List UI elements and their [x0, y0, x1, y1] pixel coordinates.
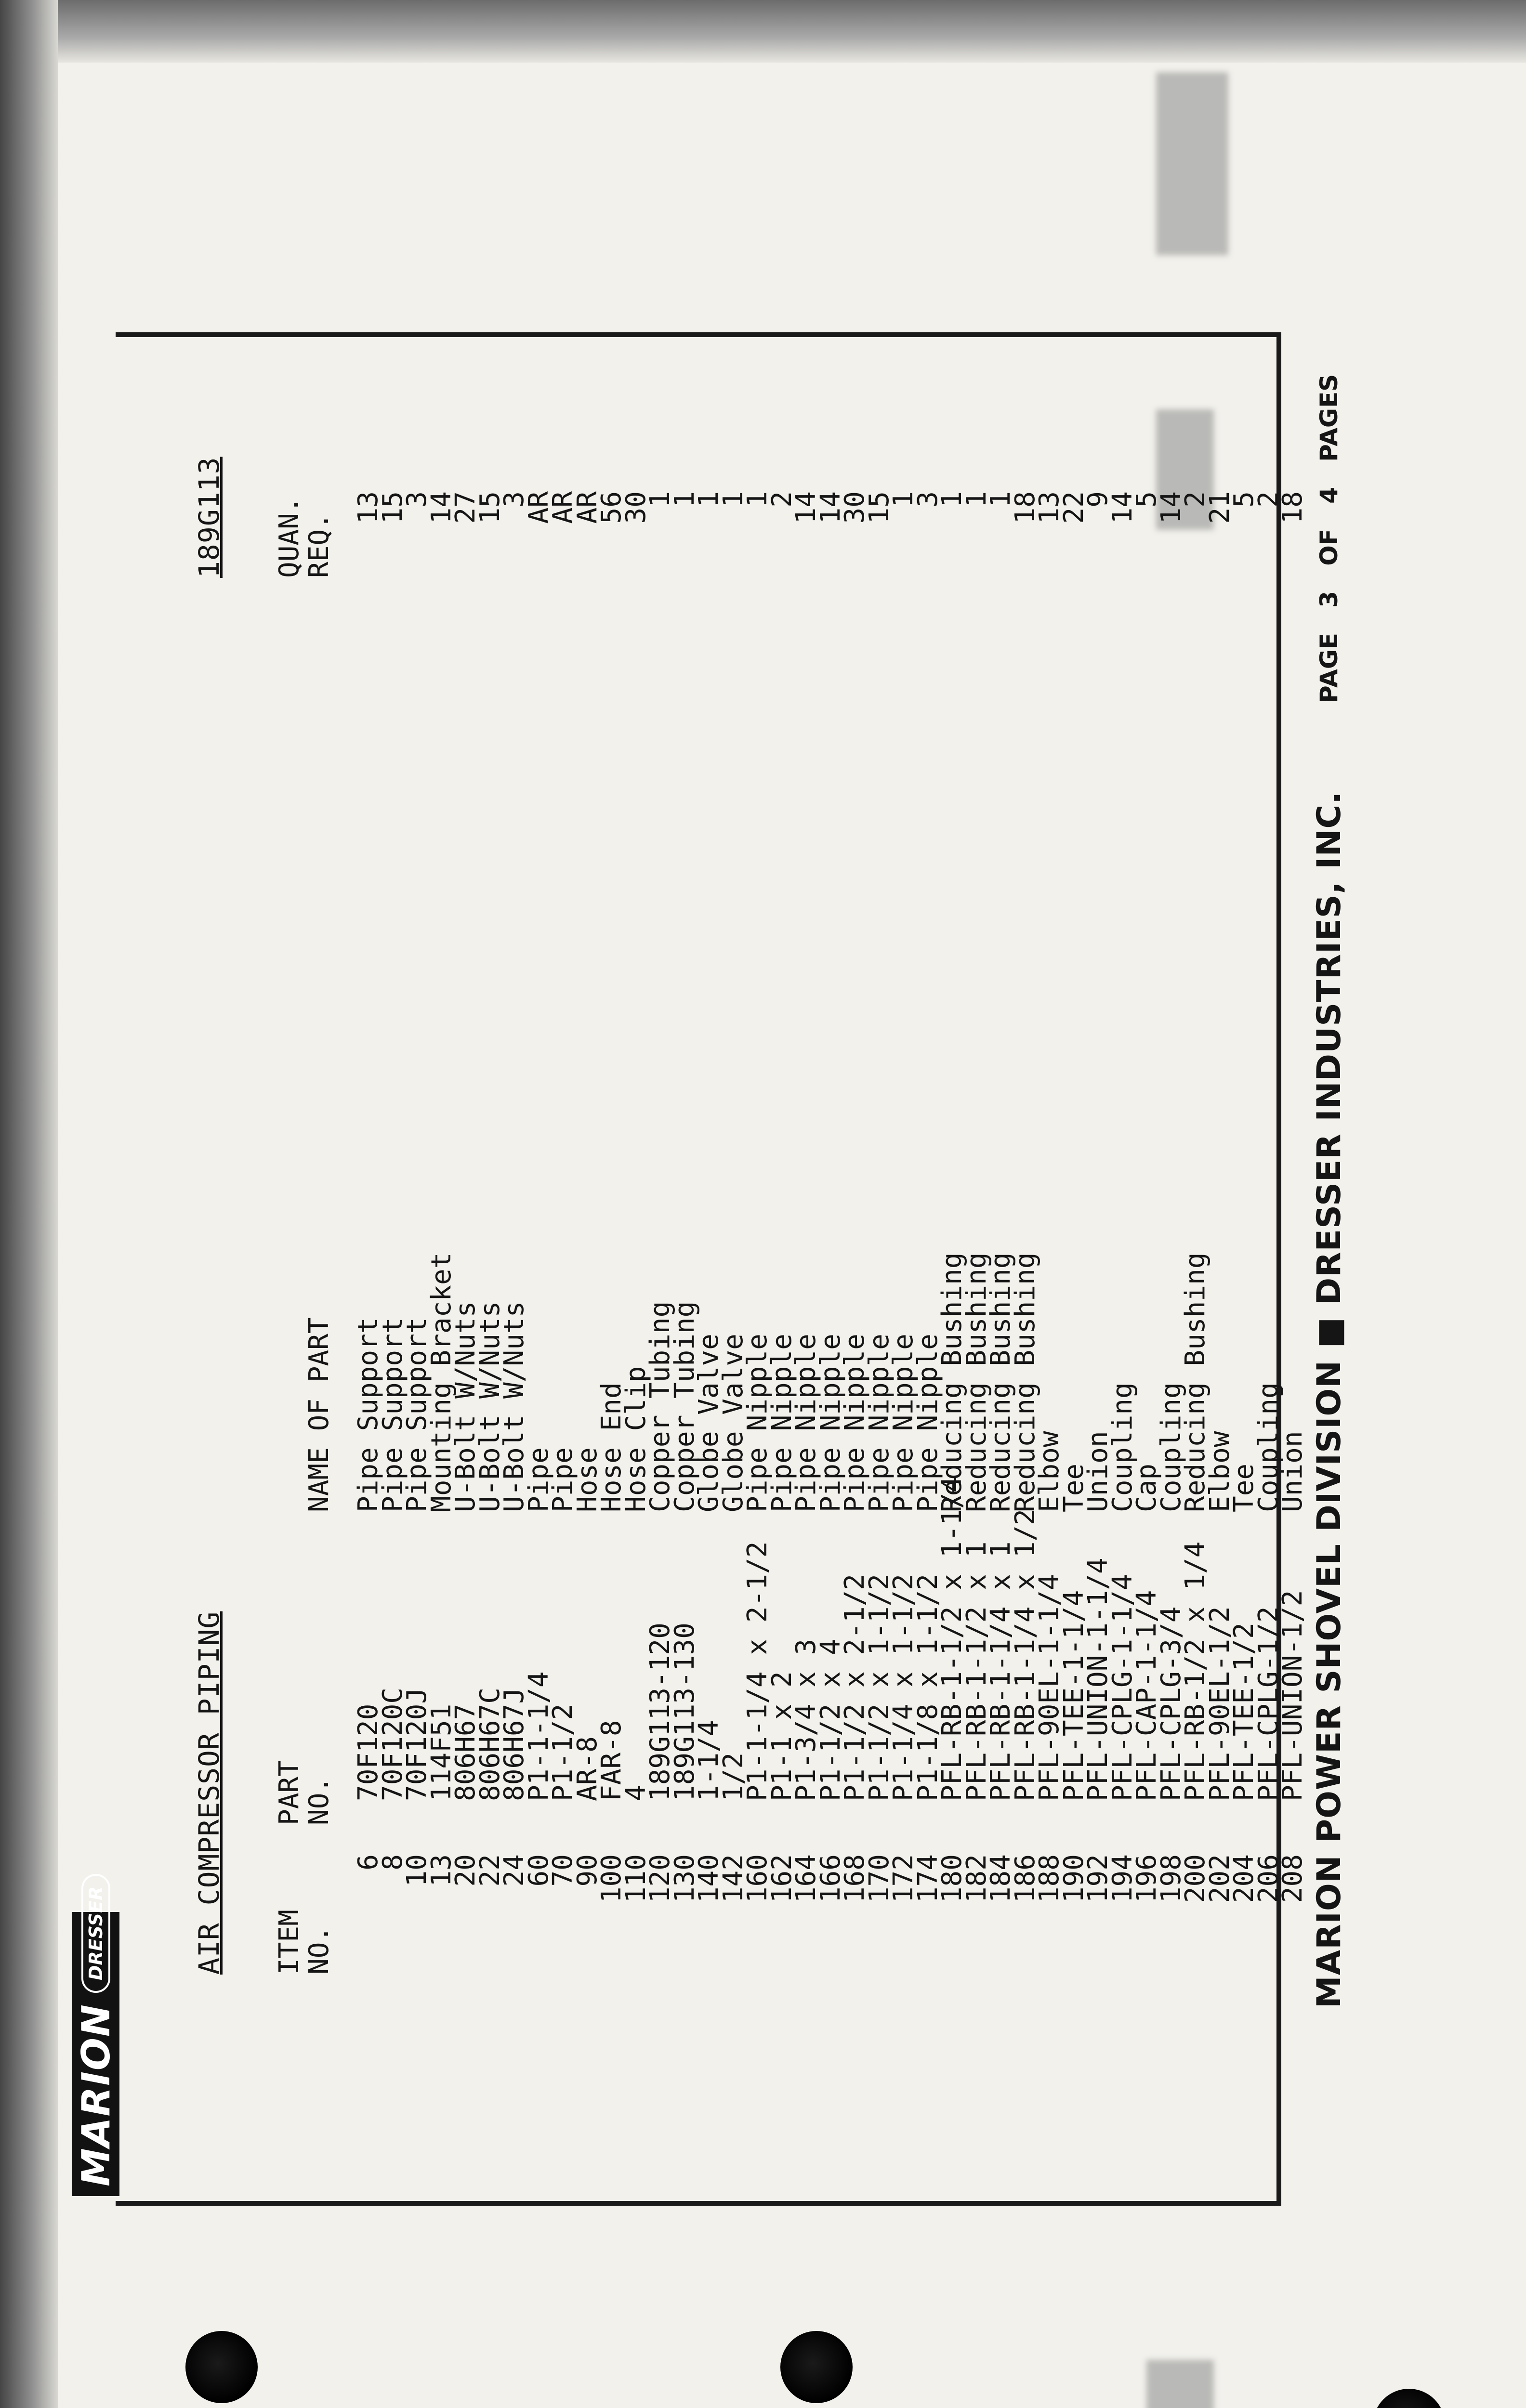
part-name-cell: Pipe Support: [401, 1317, 433, 1512]
part-number-cell: PFL-RB-1/2 x 1/4: [1180, 1541, 1211, 1801]
quantity-cell: 1: [960, 491, 992, 508]
part-name-cell: Cap: [1131, 1463, 1162, 1512]
item-number-cell: 198: [1155, 1854, 1187, 1903]
page-number: 3: [1315, 591, 1343, 608]
item-number-cell: 130: [669, 1854, 700, 1903]
item-number-cell: 208: [1277, 1854, 1308, 1903]
quantity-column: [353, 491, 1308, 549]
item-number-cell: 196: [1131, 1854, 1162, 1903]
part-name-cell: Pipe Support: [353, 1317, 384, 1512]
part-name-cell: Hose Clip: [620, 1366, 652, 1512]
part-name-cell: Elbow: [1204, 1431, 1236, 1512]
part-number-cell: P1-1/2: [547, 1703, 579, 1801]
quantity-cell: 1: [717, 491, 749, 508]
item-number-cell: 142: [717, 1854, 749, 1903]
item-number-cell: 22: [474, 1854, 506, 1887]
part-number-cell: P1-1 x 2: [766, 1671, 798, 1801]
part-number-cell: PFL-RB-1-1/4 x 1: [985, 1541, 1016, 1801]
punch-hole: [1373, 2389, 1445, 2408]
quantity-cell: 1: [693, 491, 724, 508]
part-name-cell: Coupling: [1252, 1382, 1284, 1512]
part-name-cell: Pipe Nipple: [912, 1334, 944, 1512]
part-number-cell: 114F51: [425, 1703, 457, 1801]
quantity-cell: 1: [888, 491, 919, 508]
item-number-cell: 186: [1009, 1854, 1041, 1903]
item-number-cell: 6: [353, 1854, 384, 1871]
part-number-cell: 70F120J: [401, 1687, 433, 1801]
header-item-no: ITEM NO.: [274, 1910, 335, 1975]
quantity-cell: 1: [742, 491, 773, 508]
quantity-cell: 27: [450, 491, 481, 524]
quantity-cell: 14: [815, 491, 846, 524]
drawing-number: 189G113: [193, 457, 225, 578]
quantity-cell: 13: [1034, 491, 1065, 524]
quantity-cell: 1: [645, 491, 676, 508]
quantity-cell: 1: [985, 491, 1016, 508]
part-name-cell: Pipe: [523, 1447, 554, 1512]
item-number-cell: 166: [815, 1854, 846, 1903]
item-number-cell: 170: [863, 1854, 895, 1903]
page-indicator: [1315, 374, 1343, 703]
scan-smudge: [1156, 72, 1228, 255]
part-number-cell: PFL-UNION-1/2: [1277, 1590, 1308, 1801]
quantity-cell: 30: [839, 491, 870, 524]
parts-list-page: [72, 337, 1445, 2206]
part-number-cell: PFL-CPLG-3/4: [1155, 1606, 1187, 1801]
part-number-cell: AR-8: [571, 1736, 603, 1801]
item-number-cell: 160: [742, 1854, 773, 1903]
total-pages: 4: [1315, 487, 1343, 504]
part-name-cell: Reducing Bushing: [936, 1252, 968, 1512]
item-number-cell: 200: [1180, 1854, 1211, 1903]
item-number-cell: 13: [425, 1854, 457, 1887]
quantity-cell: 1: [936, 491, 968, 508]
part-number-cell: PFL-RB-1-1/4 x 1/2: [1009, 1509, 1041, 1801]
part-name-cell: Pipe Nipple: [863, 1334, 895, 1512]
item-number-cell: 188: [1034, 1854, 1065, 1903]
part-number-cell: 1/2: [717, 1752, 749, 1801]
part-number-cell: PFL-CPLG-1/2: [1252, 1606, 1284, 1801]
part-number-cell: 4: [620, 1785, 652, 1801]
logo-text: MARION: [73, 2003, 118, 2186]
item-number-column: [353, 1854, 1308, 1936]
quantity-cell: AR: [571, 491, 603, 524]
quantity-cell: 56: [596, 491, 627, 524]
part-number-cell: PFL-TEE-1/2: [1228, 1623, 1260, 1801]
header-quantity-required: QUAN. REQ.: [274, 497, 335, 578]
item-number-cell: 202: [1204, 1854, 1236, 1903]
item-number-cell: 194: [1106, 1854, 1138, 1903]
quantity-cell: 3: [499, 491, 530, 508]
quantity-cell: 22: [1058, 491, 1090, 524]
logo-badge: DRESSER: [81, 1874, 110, 1993]
part-number-cell: 70F120: [353, 1703, 384, 1801]
quantity-cell: AR: [547, 491, 579, 524]
item-number-cell: 162: [766, 1854, 798, 1903]
header-part-no: PART NO.: [274, 1760, 335, 1825]
part-name-column: [353, 1252, 1308, 1512]
quantity-cell: 14: [1155, 491, 1187, 524]
part-number-cell: 189G113-130: [669, 1623, 700, 1801]
item-number-cell: 190: [1058, 1854, 1090, 1903]
scan-edge-top: [0, 0, 1526, 63]
item-number-cell: 100: [596, 1854, 627, 1903]
part-number-cell: PFL-CPLG-1-1/4: [1106, 1573, 1138, 1801]
part-name-cell: Pipe Nipple: [790, 1334, 822, 1512]
item-number-cell: 140: [693, 1854, 724, 1903]
part-name-cell: Copper Tubing: [645, 1301, 676, 1512]
quantity-cell: 5: [1131, 491, 1162, 508]
part-number-cell: 1-1/4: [693, 1720, 724, 1801]
part-number-cell: PFL-RB-1-1/2 x 1-1/4: [936, 1476, 968, 1801]
part-number-cell: FAR-8: [596, 1720, 627, 1801]
item-number-cell: 10: [401, 1854, 433, 1887]
part-name-cell: Hose End: [596, 1382, 627, 1512]
item-number-cell: 24: [499, 1854, 530, 1887]
part-number-cell: P1-1-1/4: [523, 1671, 554, 1801]
punch-hole: [185, 2331, 258, 2403]
part-number-cell: P1-1/2 x 2-1/2: [839, 1573, 870, 1801]
part-number-cell: P1-1/2 x 4: [815, 1638, 846, 1801]
part-name-cell: Coupling: [1155, 1382, 1187, 1512]
quantity-cell: AR: [523, 491, 554, 524]
quantity-cell: 15: [863, 491, 895, 524]
quantity-cell: 2: [1180, 491, 1211, 508]
quantity-cell: 18: [1277, 491, 1308, 524]
part-name-cell: Tee: [1058, 1463, 1090, 1512]
item-number-cell: 182: [960, 1854, 992, 1903]
document-title: AIR COMPRESSOR PIPING: [193, 1611, 225, 1975]
part-number-cell: PFL-UNION-1-1/4: [1082, 1557, 1114, 1801]
part-number-cell: P1-3/4 x 3: [790, 1638, 822, 1801]
part-name-cell: Reducing Bushing: [1009, 1252, 1041, 1512]
part-number-cell: 70F120C: [377, 1687, 408, 1801]
pages-label: PAGES: [1315, 374, 1343, 462]
quantity-cell: 1: [669, 491, 700, 508]
part-number-cell: PFL-90EL-1-1/4: [1034, 1573, 1065, 1801]
part-name-cell: Coupling: [1106, 1382, 1138, 1512]
part-name-cell: Elbow: [1034, 1431, 1065, 1512]
quantity-cell: 5: [1228, 491, 1260, 508]
part-number-cell: 806H67: [450, 1703, 481, 1801]
item-number-cell: 206: [1252, 1854, 1284, 1903]
page-label: PAGE: [1315, 633, 1343, 703]
quantity-cell: 21: [1204, 491, 1236, 524]
part-number-cell: 189G113-120: [645, 1623, 676, 1801]
item-number-cell: 164: [790, 1854, 822, 1903]
part-number-cell: P1-1-1/4 x 2-1/2: [742, 1541, 773, 1801]
quantity-cell: 14: [790, 491, 822, 524]
part-name-cell: Globe Valve: [693, 1334, 724, 1512]
item-number-cell: 172: [888, 1854, 919, 1903]
quantity-cell: 13: [353, 491, 384, 524]
item-number-cell: 168: [839, 1854, 870, 1903]
quantity-cell: 2: [766, 491, 798, 508]
quantity-cell: 18: [1009, 491, 1041, 524]
company-footer: MARION POWER SHOVEL DIVISION ■ DRESSER INDUSTRIES, INC.: [1310, 791, 1348, 2008]
item-number-cell: 20: [450, 1854, 481, 1887]
part-name-cell: Pipe Nipple: [839, 1334, 870, 1512]
item-number-cell: 120: [645, 1854, 676, 1903]
part-name-cell: U-Bolt W/Nuts: [499, 1301, 530, 1512]
quantity-cell: 14: [425, 491, 457, 524]
part-name-cell: Copper Tubing: [669, 1301, 700, 1512]
part-number-cell: 806H67C: [474, 1687, 506, 1801]
item-number-cell: 180: [936, 1854, 968, 1903]
item-number-cell: 70: [547, 1854, 579, 1887]
scan-smudge: [1146, 2360, 1214, 2408]
quantity-cell: 14: [1106, 491, 1138, 524]
part-name-cell: Union: [1082, 1431, 1114, 1512]
part-name-cell: Reducing Bushing: [960, 1252, 992, 1512]
part-number-column: [353, 1476, 1308, 1801]
part-number-cell: PFL-TEE-1-1/4: [1058, 1590, 1090, 1801]
part-name-cell: Pipe Nipple: [888, 1334, 919, 1512]
part-name-cell: U-Bolt W/Nuts: [474, 1301, 506, 1512]
item-number-cell: 192: [1082, 1854, 1114, 1903]
part-number-cell: P1-1/2 x 1-1/2: [863, 1573, 895, 1801]
part-name-cell: Pipe Nipple: [815, 1334, 846, 1512]
part-name-cell: U-Bolt W/Nuts: [450, 1301, 481, 1512]
part-name-cell: Hose: [571, 1447, 603, 1512]
part-name-cell: Pipe Support: [377, 1317, 408, 1512]
item-number-cell: 90: [571, 1854, 603, 1887]
marion-logo: [72, 1886, 119, 2196]
part-name-cell: Reducing Bushing: [985, 1252, 1016, 1512]
part-name-cell: Pipe Nipple: [766, 1334, 798, 1512]
part-number-cell: PFL-90EL-1/2: [1204, 1606, 1236, 1801]
item-number-cell: 110: [620, 1854, 652, 1903]
scan-edge-left: [0, 0, 58, 2408]
part-name-cell: Globe Valve: [717, 1334, 749, 1512]
part-number-cell: P1-1/8 x 1-1/2: [912, 1573, 944, 1801]
quantity-cell: 15: [474, 491, 506, 524]
part-name-cell: Reducing Bushing: [1180, 1252, 1211, 1512]
item-number-cell: 174: [912, 1854, 944, 1903]
part-number-cell: P1-1/4 x 1-1/2: [888, 1573, 919, 1801]
of-label: OF: [1315, 529, 1343, 566]
part-number-cell: PFL-RB-1-1/2 x 1: [960, 1541, 992, 1801]
punch-hole: [780, 2331, 853, 2403]
quantity-cell: 15: [377, 491, 408, 524]
item-number-cell: 184: [985, 1854, 1016, 1903]
part-name-cell: Mounting Bracket: [425, 1252, 457, 1512]
quantity-cell: 3: [401, 491, 433, 508]
part-name-cell: Tee: [1228, 1463, 1260, 1512]
part-name-cell: Union: [1277, 1431, 1308, 1512]
item-number-cell: 204: [1228, 1854, 1260, 1903]
quantity-cell: 9: [1082, 491, 1114, 508]
part-name-cell: Pipe: [547, 1447, 579, 1512]
part-number-cell: 806H67J: [499, 1687, 530, 1801]
header-name-of-part: NAME OF PART: [303, 1317, 335, 1512]
item-number-cell: 60: [523, 1854, 554, 1887]
quantity-cell: 30: [620, 491, 652, 524]
quantity-cell: 2: [1252, 491, 1284, 508]
part-name-cell: Pipe Nipple: [742, 1334, 773, 1512]
quantity-cell: 3: [912, 491, 944, 508]
item-number-cell: 8: [377, 1854, 408, 1871]
part-number-cell: PFL-CAP-1-1/4: [1131, 1590, 1162, 1801]
